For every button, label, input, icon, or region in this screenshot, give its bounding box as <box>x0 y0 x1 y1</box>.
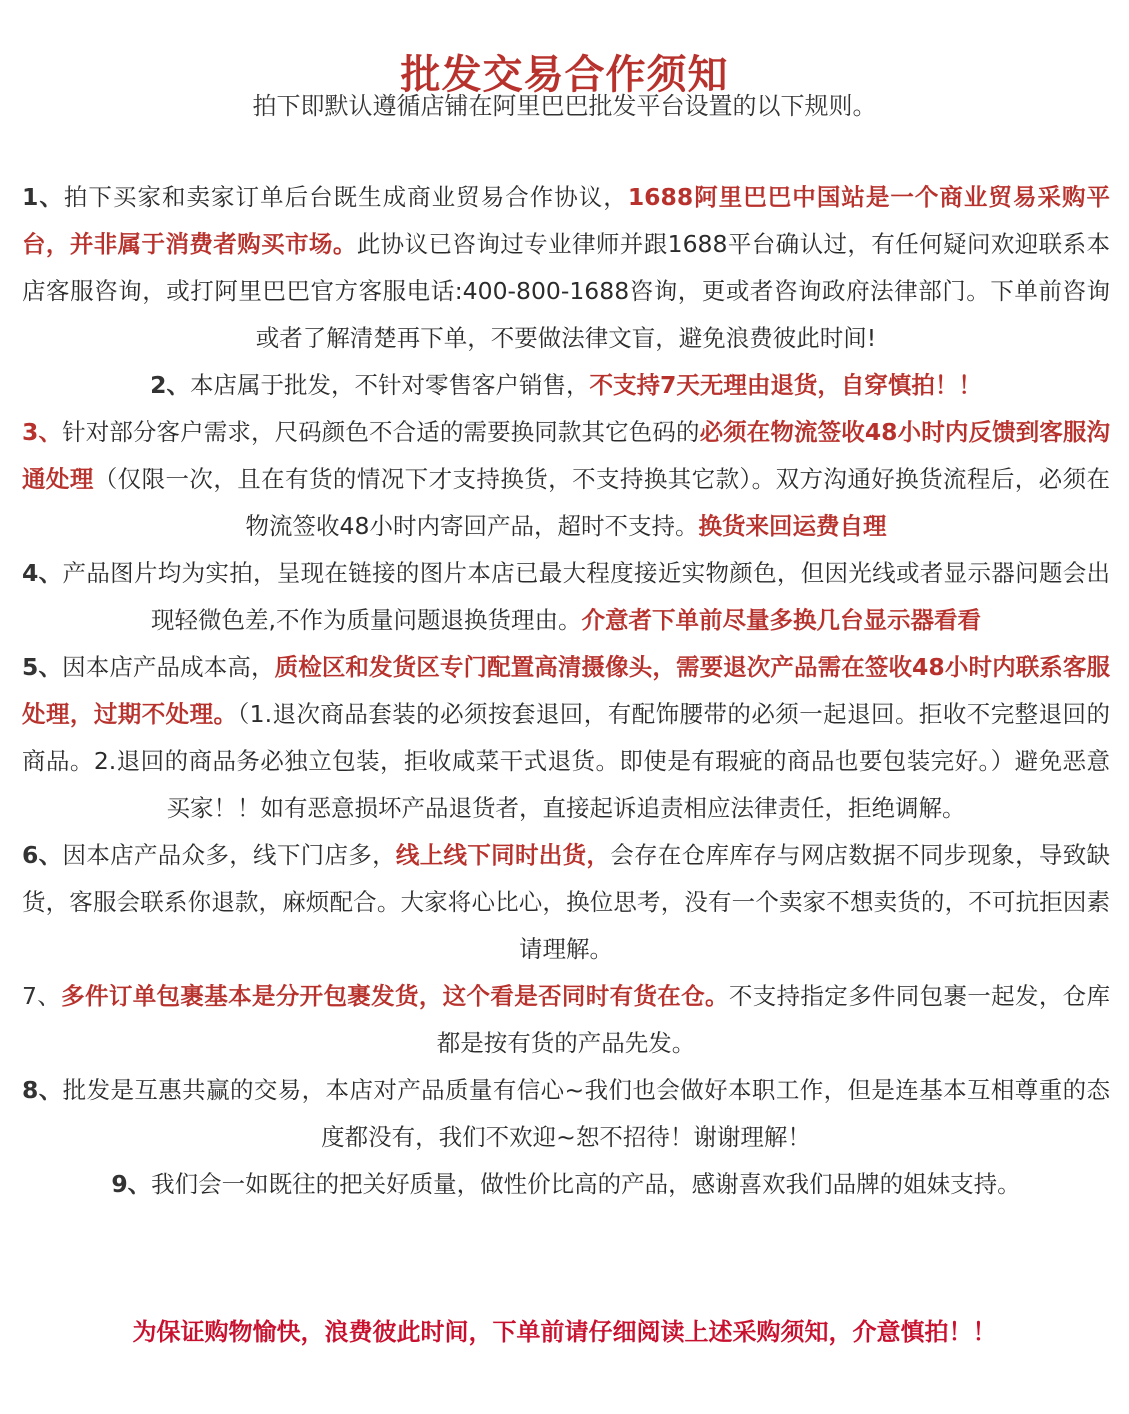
rule-4 <box>22 550 1110 644</box>
rule-text: 因本店产品成本高， <box>62 653 275 681</box>
rule-text-continued: 不支持指定多件同包裹一起发，仓库都是按有货的产品先发。 <box>436 982 1111 1057</box>
rule-separator: 、 <box>38 653 63 681</box>
rule-number: 6 <box>22 841 39 869</box>
rule-separator: 、 <box>166 371 190 399</box>
rules-list <box>22 174 1110 1208</box>
rule-separator: 、 <box>38 183 64 211</box>
footer-notice: 为保证购物愉快，浪费彼此时间，下单前请仔细阅读上述采购须知，介意慎拍！！ <box>132 1318 997 1346</box>
rule-text: 产品图片均为实拍，呈现在链接的图片本店已最大程度接近实物颜色，但因光线或者显示器问题会出现轻微色差,不作为质量问题退换货理由。 <box>62 559 1111 634</box>
rule-text: 我们会一如既往的把关好质量，做性价比高的产品，感谢喜欢我们品牌的姐妹支持。 <box>151 1170 1021 1198</box>
rule-text-continued: 会存在仓库库存与网店数据不同步现象，导致缺货，客服会联系你退款，麻烦配合。大家将心比心，换位思考，没有一个卖家不想卖货的，不可抗拒因素请理解。 <box>22 841 1111 963</box>
rule-text: 本店属于批发，不针对零售客户销售， <box>190 371 590 399</box>
rule-6 <box>22 832 1110 973</box>
rule-2 <box>22 362 1110 409</box>
rule-number: 4 <box>22 559 39 587</box>
rule-8 <box>22 1067 1110 1161</box>
rule-separator: 、 <box>38 841 63 869</box>
rule-number: 8 <box>22 1076 39 1104</box>
rule-separator: 、 <box>38 559 63 587</box>
rule-highlight-secondary: 换货来回运费自理 <box>698 512 887 540</box>
rule-highlight: 线上线下同时出货， <box>395 841 611 869</box>
rule-text: 批发是互惠共赢的交易，本店对产品质量有信心~我们也会做好本职工作，但是连基本互相尊重的态度都没有，我们不欢迎~恕不招待！谢谢理解！ <box>62 1076 1111 1151</box>
rule-separator: 、 <box>38 418 63 446</box>
rule-1 <box>22 174 1110 362</box>
rule-separator: 、 <box>36 982 62 1010</box>
rule-highlight: 介意者下单前尽量多换几台显示器看看 <box>581 606 981 634</box>
rule-separator: 、 <box>38 1076 63 1104</box>
rule-3 <box>22 409 1110 550</box>
rule-number: 1 <box>22 183 39 211</box>
rule-text-continued: （1.退次商品套装的必须按套退回，有配饰腰带的必须一起退回。拒收不完整退回的商品。2.退回的商品务必独立包装，拒收咸菜干式退货。即使是有瑕疵的商品也要包装完好。）避免恶意买家！！如有恶意损坏产品退货者，直接起诉追责相应法律责任，拒绝调解。 <box>22 700 1111 822</box>
rule-number: 3 <box>22 418 39 446</box>
rule-text: 因本店产品众多，线下门店多， <box>62 841 396 869</box>
page-subtitle: 拍下即默认遵循店铺在阿里巴巴批发平台设置的以下规则。 <box>252 92 877 120</box>
rule-text: 拍下买家和卖家订单后台既生成商业贸易合作协议， <box>63 183 628 211</box>
rule-separator: 、 <box>127 1170 152 1198</box>
rule-highlight: 多件订单包裹基本是分开包裹发货，这个看是否同时有货在仓。 <box>61 982 729 1010</box>
rule-highlight: 不支持7天无理由退货，自穿慎拍！！ <box>589 371 982 399</box>
rule-number: 2 <box>150 371 167 399</box>
rule-5 <box>22 644 1110 832</box>
rule-highlight: 质检区和发货区专门配置高清摄像头，需要退次产品需在签收48小时内联系客服处理，过期不处理。 <box>22 653 1111 728</box>
rule-highlight: 1688阿里巴巴中国站是一个商业贸易采购平台，并非属于消费者购买市场。 <box>22 183 1111 258</box>
rule-text-continued: 此协议已咨询过专业律师并跟1688平台确认过，有任何疑问欢迎联系本店客服咨询，或打阿里巴巴官方客服电话:400-800-1688咨询，更或者咨询政府法律部门。下单前咨询或者了解清楚再下单，不要做法律文盲，避免浪费彼此时间! <box>22 230 1110 352</box>
rule-highlight: 必须在物流签收48小时内反馈到客服沟通处理 <box>22 418 1111 493</box>
page-title: 批发交易合作须知 <box>400 51 729 98</box>
rule-9 <box>22 1161 1110 1208</box>
rule-number: 9 <box>111 1170 128 1198</box>
rule-7 <box>22 973 1110 1067</box>
rule-number: 7 <box>22 982 37 1010</box>
rule-text: 针对部分客户需求，尺码颜色不合适的需要换同款其它色码的 <box>62 418 700 446</box>
rule-text-continued: （仅限一次，且在有货的情况下才支持换货，不支持换其它款）。双方沟通好换货流程后，必须在物流签收48小时内寄回产品，超时不支持。 <box>93 465 1110 540</box>
rule-number: 5 <box>22 653 39 681</box>
